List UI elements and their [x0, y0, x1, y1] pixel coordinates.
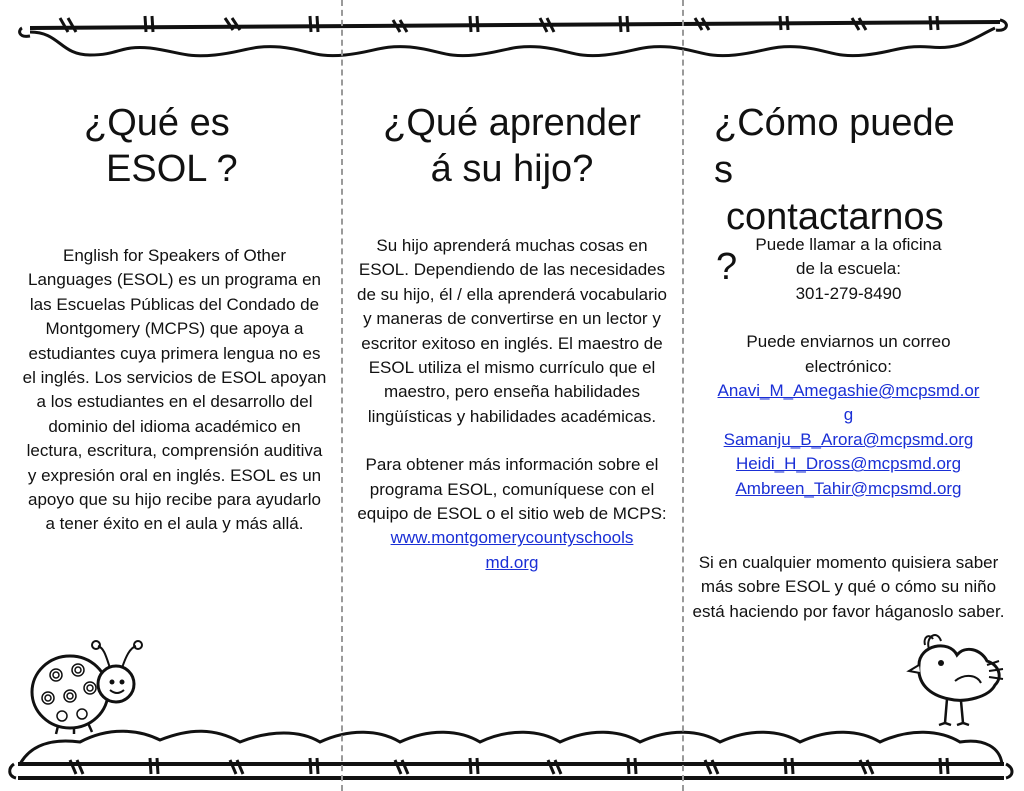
- panel-what-child-learns: [352, 100, 672, 575]
- bird-doodle: [905, 625, 1015, 735]
- email-link-arora[interactable]: Samanju_B_Arora@mcpsmd.org: [723, 429, 974, 449]
- panel-what-is-esol: [22, 100, 327, 537]
- panel-how-to-contact: [686, 100, 1011, 621]
- esol-description: English for Speakers of Other Languages (ESOL) es un programa en las Escuelas Públicas del Condado de Montgomery (MCPS) que apoya a estudiantes cuya primera lengua no es el inglés. Los servicios de ESOL apoyan a los estudiantes en el desarrollo del dominio del idioma académico en lectura, escritura, comprensión auditiva y expresión oral en inglés. ESOL es un apoyo que su hijo recibe para ayudarlo a tener éxito en el aula y más allá.: [22, 246, 327, 534]
- email-link-amegashie[interactable]: Anavi_M_Amegashie@mcpsmd.or g: [717, 381, 980, 425]
- title-line: contactarnos: [726, 196, 944, 238]
- top-border: [0, 0, 1024, 70]
- title-line: ¿Cómo puede: [714, 102, 955, 144]
- more-info-text: Para obtener más información sobre el programa ESOL, comuníquese con el equipo de ESOL o el sitio web de MCPS:: [357, 455, 667, 524]
- ladybug-doodle: [18, 630, 148, 735]
- fold-line-left: [341, 0, 343, 791]
- mcps-website-link[interactable]: www.montgomerycountyschools md.org: [390, 528, 634, 572]
- learning-description: Su hijo aprenderá muchas cosas en ESOL. Dependiendo de las necesidades de su hijo, él / ella aprenderá vocabulario y maneras de convertirse en un lector y escritor exitoso en inglés. El maestro de ESOL utiliza el mismo currículo que el maestro, pero enseña habilidades lingüísticas y habilidades académicas.: [357, 236, 667, 426]
- panel-title-how-to-contact: [686, 100, 1011, 241]
- fold-line-right: [682, 0, 684, 791]
- panel-title-what-is-esol: [22, 100, 327, 192]
- title-line: ¿Qué es: [84, 102, 230, 144]
- office-phone: 301-279-8490: [795, 283, 902, 303]
- email-link-dross[interactable]: Heidi_H_Dross@mcpsmd.org: [735, 454, 962, 474]
- email-intro-text: Puede enviarnos un correo electrónico:: [746, 332, 951, 376]
- title-line: ESOL ?: [106, 148, 238, 190]
- call-office-text: Puede llamar a la oficina de la escuela:: [755, 235, 942, 279]
- title-question-mark: ?: [716, 246, 738, 288]
- panel-title-what-child-learns: ¿Qué aprender á su hijo?: [383, 102, 641, 190]
- email-link-tahir[interactable]: Ambreen_Tahir@mcpsmd.org: [735, 478, 962, 498]
- title-line: s: [714, 149, 733, 191]
- bottom-border: [0, 716, 1024, 791]
- closing-text: Si en cualquier momento quisiera saber más sobre ESOL y qué o cómo su niño está haciendo por favor háganoslo saber.: [692, 553, 1005, 621]
